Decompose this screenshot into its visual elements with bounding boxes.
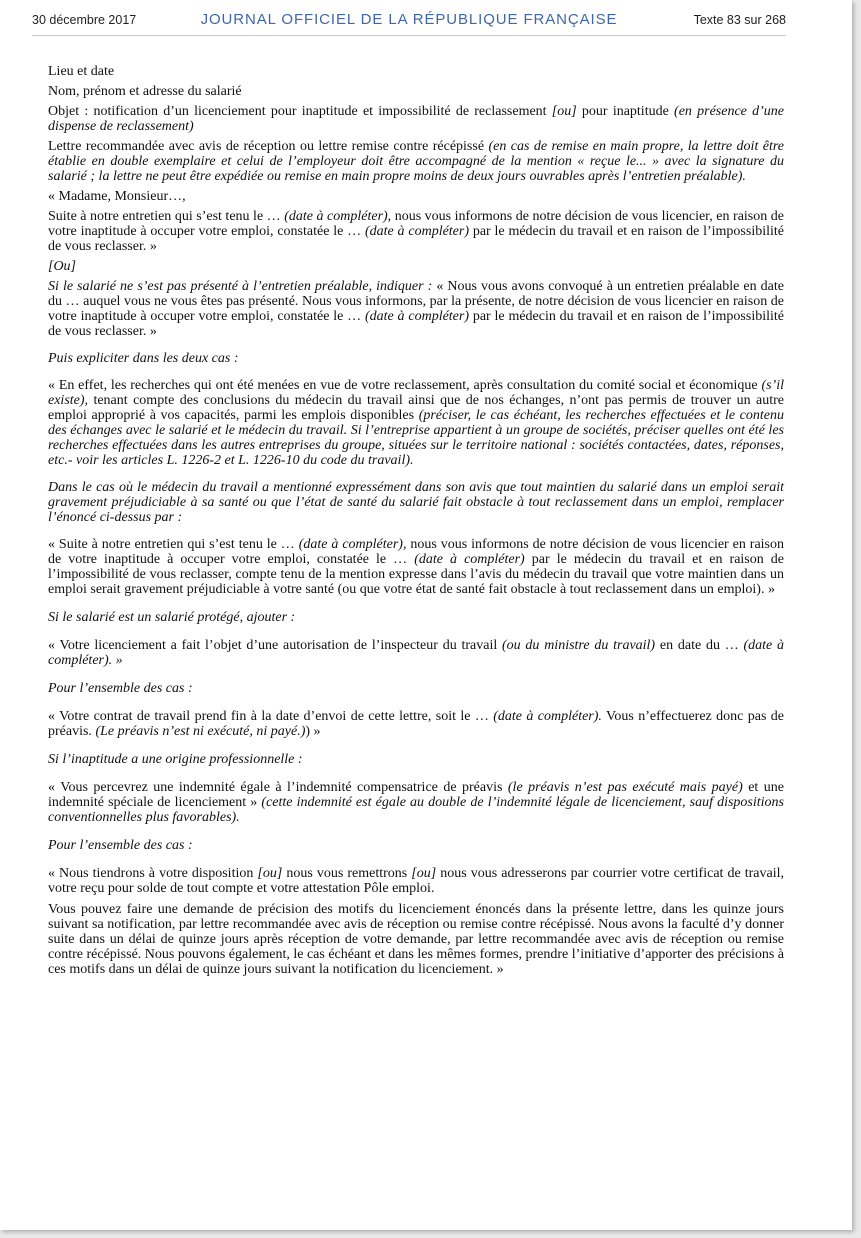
journal-title: JOURNAL OFFICIEL DE LA RÉPUBLIQUE FRANÇAISE [200,11,618,28]
paragraph: Si le salarié est un salarié protégé, ajouter : [48,610,296,625]
paragraph: « En effet, les recherches qui ont été menées en vue de votre reclassement, après consultation du comité social et économique (s’il existe), tenant compte des conclusions du médecin du travail ainsi que de nos échanges, n’ont pas permis de trouver un autre emploi approprié à vos capacités, parmi les emplois disponibles (préciser, le cas échéant, les recherches effectuées et le contenu des échanges avec le salarié et le médecin du travail. Si l’entreprise appartient à un groupe de sociétés, préciser quelles ont été les recherches effectuées dans les autres entreprises du groupe, situées sur le territoire national : sociétés contactées, dates, réponses, etc.- voir les articles L. 1226-2 et L. 1226-10 du code du travail). [48,378,784,468]
paragraph: Vous pouvez faire une demande de précision des motifs du licenciement énoncés dans la présente lettre, dans les quinze jours suivant sa notification, par lettre recommandée avec avis de réception ou remise contre récépissé. Nous avons la faculté d’y donner suite dans un délai de quinze jours après réception de votre demande, par lettre recommandée avec avis de réception ou remise contre récépissé. Nous pouvons également, le cas échéant et dans les mêmes formes, prendre l’initiative d’apporter des précisions à ces motifs dans un délai de quinze jours suivant la notification du licenciement. » [48,902,784,977]
paragraph: Pour l’ensemble des cas : [48,681,193,696]
paragraph: Suite à notre entretien qui s’est tenu le … (date à compléter), nous vous informons de notre décision de vous licencier, en raison de votre inaptitude à occuper votre emploi, constatée le … (date à compléter) par le médecin du travail et en raison de l’impossibilité de vous reclasser. » [48,209,784,254]
paragraph: « Suite à notre entretien qui s’est tenu le … (date à compléter), nous vous informons de notre décision de vous licencier en raison de votre inaptitude à occuper votre emploi, constatée le … (date à compléter) par le médecin du travail et en raison de l’impossibilité de vous reclasser, compte tenu de la mention expresse dans l’avis du médecin du travail que votre maintien dans un emploi serait gravement préjudiciable à votre santé (ou que votre état de santé fait obstacle à tout reclassement dans un emploi). » [48,537,785,597]
paragraph: Pour l’ensemble des cas : [48,838,193,853]
paragraph: Dans le cas où le médecin du travail a mentionné expressément dans son avis que tout maintien du salarié dans un emploi serait gravement préjudiciable à sa santé ou que l’état de santé du salarié fait obstacle à tout reclassement dans un emploi, remplacer l’énoncé ci-dessus par : [48,480,784,525]
paragraph: « Votre licenciement a fait l’objet d’une autorisation de l’inspecteur du travail (ou du ministre du travail) en date du … (date à compléter). » [48,638,785,668]
paragraph: « Madame, Monsieur…, [48,189,186,204]
paragraph: Nom, prénom et adresse du salarié [48,84,242,99]
page-header [32,7,786,36]
header-date: 30 décembre 2017 [32,13,137,27]
paragraph: « Vous percevrez une indemnité égale à l’indemnité compensatrice de préavis (le préavis n’est pas exécuté mais payé) et une indemnité spéciale de licenciement » (cette indemnité est égale au double de l’indemnité légale de licenciement, sauf dispositions conventionnelles plus favorables). [48,780,784,825]
header-text-number: Texte 83 sur 268 [693,13,786,27]
paragraph: Si l’inaptitude a une origine professionnelle : [48,752,303,767]
paragraph: « Votre contrat de travail prend fin à la date d’envoi de cette lettre, soit le … (date à compléter). Vous n’effectuerez donc pas de préavis. (Le préavis n’est ni exécuté, ni payé.)) » [48,709,784,739]
document-body [48,64,784,977]
paragraph: Lettre recommandée avec avis de réception ou lettre remise contre récépissé (en cas de remise en main propre, la lettre doit être établie en double exemplaire et celui de l’employeur doit être accompagné de la mention « reçue le... » avec la signature du salarié ; la lettre ne peut être expédiée ou remise en main propre moins de deux jours ouvrables après l’entretien préalable). [48,139,784,184]
paragraph: Objet : notification d’un licenciement pour inaptitude et impossibilité de reclassement [ou] pour inaptitude (en présence d’une dispense de reclassement) [48,104,784,134]
paragraph: Lieu et date [48,64,115,79]
paragraph: Puis expliciter dans les deux cas : [48,351,239,366]
paragraph: Si le salarié ne s’est pas présenté à l’entretien préalable, indiquer : « Nous vous avons convoqué à un entretien préalable en date du … auquel vous ne vous êtes pas présenté. Nous vous informons, par la présente, de notre décision de vous licencier en raison de votre inaptitude à occuper votre emploi, constatée le … (date à compléter) par le médecin du travail et en raison de l’impossibilité de vous reclasser. » [48,279,784,339]
paragraph: « Nous tiendrons à votre disposition [ou] nous vous remettrons [ou] nous vous adresserons par courrier votre certificat de travail, votre reçu pour solde de tout compte et votre attestation Pôle emploi. [48,866,784,896]
paragraph: [Ou] [48,259,77,274]
